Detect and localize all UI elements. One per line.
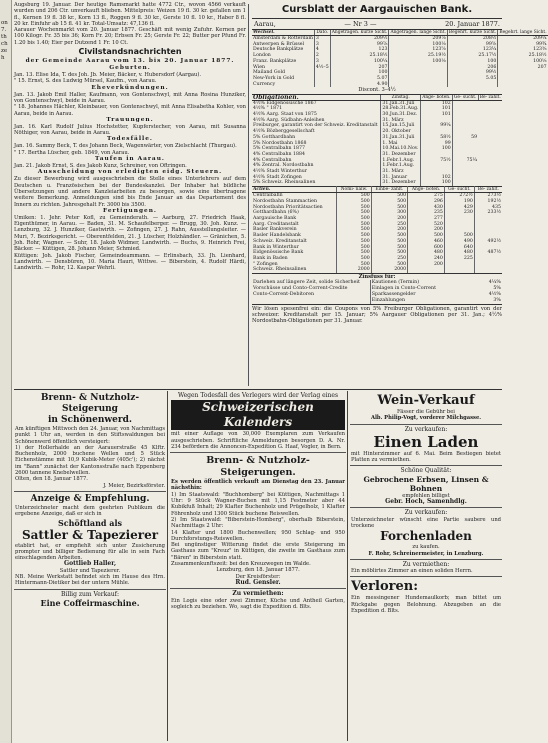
row-value: 500	[337, 250, 372, 256]
row-value: 500	[371, 262, 407, 268]
row-value: 300	[371, 210, 407, 216]
exchange-rows	[252, 36, 548, 88]
sale-ad: Billig zum Verkauf: Eine Coffeirmaschine.	[40, 590, 140, 608]
row-value: 250	[371, 222, 407, 228]
column-divider	[248, 4, 249, 386]
left-news-column	[14, 2, 246, 388]
row-value: 31. Dezember	[381, 180, 421, 186]
vacancy-text: Zu dieser Bewerbung wird ausgeschrieben die Stelle eines Unterlehrers auf dem Deutschen u. Französischen bei der Bundeskanzlei. Der Inhaber hat bildliche Übersetzungen und andere Kanzleiarbeiten zu besorgen, sowie eine übertragene weitere Bemerkung. Anmeldungen sind bis Ende Januar an das Departement des Innern zu richten. Jahresgehalt Fr. 3000 bis 3500.	[14, 176, 246, 208]
row-label: London	[253, 53, 271, 59]
row-label: Aarg. Creditanstalt	[253, 221, 299, 227]
row-label: Freiburger, garantirt von der Schweiz. Kreditanstalt	[253, 123, 378, 129]
row-value: 500	[337, 233, 372, 239]
row-label: 5% Gotthardbahn	[253, 134, 296, 140]
banns-entry: Jan. 13. Jakob Emil Haller, Kaufmann, von Gontenschwyl, mit Anna Rosina Hunziker, von Gontenschwyl, beide in Aarau.	[14, 91, 246, 104]
row-value: 99¾	[498, 42, 548, 48]
row-value: 3	[314, 59, 330, 65]
row-value: 100¼	[330, 59, 389, 65]
row-value: 500	[337, 222, 372, 228]
row-value: 75¼	[452, 158, 478, 164]
row-value: 58½	[420, 135, 452, 141]
row-label: Nordostbahn Prioritätsactien	[253, 204, 323, 210]
ads-middle-column	[170, 391, 346, 743]
wine-sale-ad: Wein-Verkauf Fässer die Gebühr bei Alb. Philip-Vogt, vorderer Milchgasse.	[350, 391, 502, 425]
row-value: 500	[371, 233, 407, 239]
bonds-rows	[252, 100, 502, 186]
row-value: 25.17½	[447, 53, 497, 59]
issue-number: — Nr 3 —	[344, 20, 377, 28]
row-value: 31. März	[381, 169, 421, 175]
section-divider	[14, 389, 502, 390]
row-value: 207	[330, 65, 389, 71]
birth-entry: Jan. 13. Elise Ida, T. des Joh. Jb. Meier, Bäcker, v. Hubersdorf (Aargau).	[14, 72, 202, 79]
row-value: 100⅛	[498, 59, 548, 65]
row-value: 277	[408, 216, 445, 222]
row-label: 4½% Aarg. Südbahn-Anleihen	[253, 117, 325, 123]
coupon-note: Wir lösen spesenfrei ein: die Coupons von 5% Freiburger Obligationen, garantirt von der schweizer. Kreditanstalt per 15. Januar; 5% Aargauer Obligationen per 31. Jan.; 4½% Nordostbahn-Obligationen per 31. Januar.	[252, 305, 502, 325]
row-value: 208½	[447, 36, 497, 42]
row-value: 4	[314, 47, 330, 53]
row-value: 230	[444, 210, 474, 216]
row-value: 500	[337, 227, 372, 233]
row-value: 99¼	[420, 123, 452, 129]
column-divider	[347, 391, 348, 741]
room-rental-ad: Zu vermiethen: Ein möblirtes Zimmer an einen soliden Herrn.	[350, 560, 502, 578]
row-value: 500	[337, 256, 372, 262]
conveyances-heading: Fertigungen.	[103, 207, 157, 214]
rates-sheet-title: Cursblatt der Aargauischen Bank.	[281, 4, 473, 15]
row-label: 4% Centralbahn	[253, 157, 292, 163]
row-label: 4% Centralbahn 1884	[253, 151, 305, 157]
row-value: 500	[371, 193, 407, 199]
row-value: 600	[408, 245, 445, 251]
row-label: Deutsche Bankplätze	[253, 47, 304, 53]
row-value: 209½	[330, 36, 389, 42]
row-value: 28.Feb.31.Aug.	[381, 106, 421, 112]
discount-rate: Discont. 3–4½	[252, 87, 502, 94]
deaths-heading: Todesfälle.	[107, 136, 153, 143]
row-value: 2000	[371, 267, 407, 273]
exchange-heading: Wechsel.	[252, 30, 314, 36]
row-value: 123⅜	[498, 47, 548, 53]
row-label: Bank in Baden	[253, 255, 288, 261]
birth-entry: " 15. Ernst, S. des Ludwig Mürsel, Kaufm., von Aarau.	[14, 78, 157, 85]
row-value: 100⅛	[389, 42, 447, 48]
row-value: 500	[371, 199, 407, 205]
row-value: 275	[408, 193, 445, 199]
row-value: 100	[420, 180, 452, 186]
row-value: 235	[408, 210, 445, 216]
row-value: 500	[337, 205, 372, 211]
wood-auctions-ad: Brenn- & Nutzholz-Steigerungen. Es werden öffentlich verkauft am Dienstag den 23. Januar nächsthin: 1) Im Staatswald: "Buchhomberg" bei Küttigen, Nachmittags 1 Uhr: 9 Stück Wagner-Buchen mit 1,15 Festmeter aber 44 Kubikfuß Inhalt; 29 Klafter Buchenholz und Prügelholz, 1 Klafter Föhrenholz und 1300 Stück buchene Reiswellen. 2) Im Staatswald: "Biberstein-Homberg", oberhalb Biberstein, Nachmittags 2 Uhr: 14 Klafter und 1800 Buchenwellen; 950 Schlag- und 950 Durchforstungs-Reiswellen. Bei ungünstiger Witterung findet die erste Steigerung im Gasthaus zum "Kreuz" in Küttigen, die zweite im Gasthaus zum "Bären" in Biberstein statt. Zusammenkunftszeit: bei den Kreuzwegen im Walde. Lenzburg, den 18. Januar 1877. Der Kreisförster: Rud. Gensler.	[170, 453, 346, 589]
row-label: 5% Nordostbahn 1868	[253, 140, 307, 146]
row-value: 250	[371, 256, 407, 262]
row-value: 100	[447, 59, 497, 65]
row-value: 31.Jan.31.Juli	[381, 135, 421, 141]
row-value: 102	[420, 100, 452, 106]
bank-rates-column	[252, 2, 547, 388]
row-value: 59	[452, 135, 478, 141]
row-value: 25.19½	[389, 53, 447, 59]
row-value: 3	[314, 36, 330, 42]
shares-heading: Actien.	[252, 187, 337, 193]
interest-block: Darlehen auf längere Zeit, solide Sicherheit Vorschüsse und Conto-Corrent-Credite Conto-Corrent-Debitoren Kautionen (Termin) Einlagen in Conto-Corrent Sparkassengelder Einzahlungen 4¼% 5% 4½% 3%	[253, 280, 501, 303]
legumes-ad: Schöne Qualität: Gebrochene Erbsen, Linsen & Bohnen empfehlen billigst Gebr. Hoch, Samenhdlg.	[350, 466, 502, 508]
conveyances-text-2: Küttigen: Joh. Jakob Fischer, Gemeindeammann. — Erlinsbach, 33. Jh. Lienhard, Landwirth. — Densbüren, 10. Maria Hauri, Wittwe. — Biberstein, 4. Rudolf Härdi, Landwirth. — Rohr, 12. Kaspar Wehrli.	[14, 252, 246, 272]
adjacent-page-edge: on 7. th ch ze h	[0, 0, 12, 743]
row-value: 640	[444, 245, 474, 251]
row-value: 500	[337, 262, 372, 268]
row-value: 296	[408, 199, 445, 205]
row-value: 5.07	[330, 76, 389, 82]
births-heading: Geburten.	[109, 65, 151, 72]
row-value: 492½	[474, 239, 502, 245]
row-label: Schweiz. Kreditanstalt	[253, 238, 307, 244]
baptism-entry: Jan. 21. Jakob Ernst, S. des Jakob Kunz, Schreiner, von Oftringen.	[14, 163, 187, 170]
marriages-heading: Trauungen.	[106, 116, 154, 123]
row-value: 500	[371, 205, 407, 211]
row-value: 500	[408, 233, 445, 239]
row-value: 99⅞	[330, 42, 389, 48]
row-label: Eidgenössische Bank	[253, 250, 304, 256]
row-value: 101	[420, 112, 452, 118]
death-entry: " 17. Bertha Lüscher, geb. 1849, von Aarau.	[14, 149, 130, 156]
row-value: 75½	[420, 158, 452, 164]
row-value: 520	[408, 222, 445, 228]
row-label: 4½% Stadt Zofingen	[253, 174, 302, 180]
row-value: 200	[371, 227, 407, 233]
banns-heading: Eheverkündungen.	[91, 84, 169, 91]
row-value: 209¼	[498, 36, 548, 42]
row-value: 123	[330, 47, 389, 53]
row-value: 500	[371, 239, 407, 245]
row-value: 1. Mai	[381, 141, 421, 147]
row-value: 500	[337, 193, 372, 199]
row-value: 487½	[474, 250, 502, 256]
shares-table: Actien. Nomi- nalw. Einbe- zahlt. Ange- boten. Ge- sucht. Be- zahlt. Centralbahn 500 500 275 272½ 273½ Nordostbahn Stammactien 500 500 296 190 192½ Nordostbahn Prioritätsactien 500 500 430 429 435 Gotthardbahn (6%) 500 300 235 230 233½ Aargauische Bank 500 200 277 Aarg. Creditanstalt 500 250 520 Basler Bankverein 500 200 200 Basler Handelsbank 500 500 500 500 Schweiz. Kreditanstalt 500 500 460 490 492½ Bank in Winterthur 500 500 600 640 Eidgenössische Bank 500 500 480 480 487½ Bank in Baden 500 250 240 225 " Zofingen 500 500 200 Schweiz. Rheinsalinen 2000 2000	[253, 187, 501, 273]
row-value: 500	[337, 245, 372, 251]
row-label: Mailand Gold	[253, 70, 285, 76]
civil-registry-subheading: der Gemeinde Aarau vom 13. bis 20. Januar 1877.	[25, 58, 235, 65]
row-value: 4½–5	[315, 64, 329, 70]
wood-auction-ad: Brenn- & Nutzholz-Steigerung in Schönenwerd. Am künftigen Mittwoch den 24. Januar, von Nachmittags punkt 1 Uhr an, werden in den Stiftswaldungen bei Schönenwerd öffentlich versteigert: 1) der Hollerhalde an der Aarauerstraße 45 Klftr. Buchenholz, 2000 buchene Wellen und 5 Stück Eichenstämme mit 10,9 Kubik-Meter (405c'); 2) nächst im "Bann" zunächst der Kantonsstraße nach Eppenberg 2600 tannene Knebelwellen. Olten, den 18. Januar 1877. J. Meier, Bezirksförster.	[14, 391, 166, 492]
row-value: 100	[420, 146, 452, 152]
saddler-ad: Anzeige & Empfehlung. Unterzeichneter macht dem geehrten Publikum die ergebene Anzeige, daß er sich in Schöftland als Sattler & Tapezierer etablirt hat, er empfiehlt sich unter Zusicherung prompter und billiger Bedienung für alle in sein Fach einschlagenden Arbeiten. Gottlieb Haller, Sattler und Tapezierer. NB. Meine Werkstatt befindet sich im Hause des Hrn. Hintermann-Dietiker bei der untern Mühle.	[14, 492, 166, 590]
bonds-table: Obligationen. Zinstag. Ange- boten. Ge- sucht. Be- zahlt. 4½% Eidgenössische 1867 31.Jan.31.Juli 102 4½% " 1871 28.Feb.31.Aug. 101 4½% Aarg. Staat von 1875 30.Jun.31.Dez. 101 4½% Aarg. Südbahn-Anleihen 31. März Freiburger, garantirt von der Schweiz. Kreditanstalt 15.Jan.15.Juli 99¼ 4½% Bözberggesellschaft 20. Oktober 5% Gotthardbahn 31.Jan.31.Juli 58½ 59 5% Nordostbahn 1868 1. Mai 99 5% Centralbahn 1877 10.Mai.10.Nov. 100 4% Centralbahn 1884 31. Dezember 4% Centralbahn 1.Febr.1.Aug. 75½ 75¼ 4% Zentral. Nordostbahn 1.Febr.1.Aug. 4½% Stadt Winterthur 31. März 4½% Stadt Zofingen 31. Januar 102 5% Schweiz. Rheinsalinen 31. Dezember 100	[253, 93, 501, 186]
death-entry: Jan. 16. Sammy Beck, T. des Johann Beck, Wagenwärter, von Zielschlacht (Thurgau).	[14, 143, 237, 150]
row-value: 30.Jun.31.Dez.	[381, 112, 421, 118]
row-value	[498, 82, 548, 88]
row-label: Wien	[253, 64, 266, 70]
row-value: 1.Febr.1.Aug.	[381, 158, 421, 164]
row-value: 100	[330, 70, 389, 76]
row-value: 209⅞	[389, 36, 447, 42]
row-value: 2	[314, 53, 330, 59]
exchange-table: Wechsel. Dato. Angetragen. kurze Sicht. Angetragen. lange Sicht. Begehrt. kurze Sicht. Begehrt. lange Sicht. Amsterdam & Rotterdam 3 209½ 209⅞ 208½ 209¼ Antwerpen & Brüssel 3 99⅞ 100⅛ 99⅝ 99¾ Deutsche Bankplätze 4 123 123⅝ 123¼ 123⅜ London 2 25.18½ 25.19½ 25.17½ 25.18½ Franz. Bankplätze 3 100¼ 100⅛ 100 100⅛ Wien 4½–5 207 206 207 Mailand Gold 100 99½ New-York in Gold 5.07 5.05 Currency 4.90	[253, 30, 547, 87]
row-label: Amsterdam & Rotterdam	[253, 36, 313, 41]
row-value: 500	[337, 210, 372, 216]
row-value: 3	[314, 42, 330, 48]
row-value: 4.90	[330, 82, 389, 88]
row-value: 99	[420, 141, 452, 147]
row-value: 20. Oktober	[381, 129, 421, 135]
boards-wanted-ad: Zu verkaufen: Unterzeichneter wünscht eine Partie saubere und trockene Forchenladen zu kaufen. F. Rohr, Schreinermeister, in Lenzburg.	[350, 508, 502, 559]
row-label: Franz. Bankplätze	[253, 58, 297, 64]
row-value: 31.Jan.31.Juli	[381, 100, 421, 106]
row-value: 480	[444, 250, 474, 256]
row-value: 206	[447, 65, 497, 71]
row-value: 31. Dezember	[381, 152, 421, 158]
row-value: 102	[420, 175, 452, 181]
row-value: 192½	[474, 199, 502, 205]
row-value: 480	[408, 250, 445, 256]
calendar-ad: Wegen Todesfall des Verlegers wird der Verlag eines Schweizerischen Kalenders mit einer Auflage von 30,000 Exemplaren zum Verkaufen ausgeschrieben. Schriftliche Anmeldungen besorgen D. A. Nr. 234 befördern die Annoncen-Expedition G. Haaf, Vogler, in Bern.	[170, 391, 346, 453]
row-label: Schweiz. Rheinsalinen	[253, 267, 307, 273]
row-label: Gotthardbahn (6%)	[253, 210, 299, 216]
row-label: Antwerpen & Brüssel	[253, 41, 305, 47]
vacancy-heading: Ausscheidung von erledigten eidg. Steuern.	[37, 169, 223, 176]
row-value: 207	[498, 65, 548, 71]
issue-date: 20. Januar 1877.	[445, 20, 500, 28]
issue-place: Aarau,	[254, 20, 276, 28]
row-label: 5% Centralbahn 1877	[253, 146, 305, 152]
row-label: 4½% " 1871	[253, 106, 283, 112]
row-label: New-York in Gold	[253, 75, 295, 81]
row-value: 190	[444, 199, 474, 205]
row-value: 435	[474, 205, 502, 211]
row-value: 200	[408, 262, 445, 268]
row-value: 2000	[337, 267, 372, 273]
civil-registry-heading: Civilstandsnachrichten	[78, 47, 182, 57]
row-value: 99⅝	[447, 42, 497, 48]
market-report-aarau: Aarauer Wochenmarkt vom 20. Januar 1877. Geschäft mit wenig Zufuhr. Kernen per 100 Kilogr. Fr. 35 bis 36; Korn Fr. 20; Erbsen Fr. 25; Gerste Fr. 22; Butter per Pfund Fr. 1.20 bis 1.40; Eier per Dutzend 1 Fr. 10 Ct.	[14, 27, 246, 46]
row-value: 123⅝	[389, 47, 447, 53]
column-divider	[167, 391, 168, 741]
row-value: 5.05	[447, 76, 497, 82]
row-value: 99½	[447, 70, 497, 76]
row-value: 240	[408, 256, 445, 262]
row-value: 31. Januar	[381, 175, 421, 181]
row-label: Bank in Winterthur	[253, 244, 299, 250]
row-value: 200	[371, 216, 407, 222]
row-value: 200	[408, 227, 445, 233]
row-label: Aargauische Bank	[253, 215, 297, 221]
row-value: 430	[408, 205, 445, 211]
shares-rows	[252, 193, 502, 273]
row-value: 233½	[474, 210, 502, 216]
row-label: Basler Bankverein	[253, 227, 297, 233]
marriage-entry: Jan. 16. Karl Rudolf Julius Hochstetter, Kupferstecher, von Aarau, mit Susanna Nöthiger, von Aarau, beide in Aarau.	[14, 123, 246, 137]
row-value: 272½	[444, 193, 474, 199]
issue-line	[252, 18, 502, 30]
row-value: 15.Jan.15.Juli	[381, 123, 421, 129]
row-value: 500	[337, 239, 372, 245]
row-value: 31. März	[381, 118, 421, 124]
row-value: 500	[371, 250, 407, 256]
row-value: 1.Febr.1.Aug.	[381, 163, 421, 169]
row-label: 4½% Stadt Winterthur	[253, 169, 308, 175]
row-value: 460	[408, 239, 445, 245]
baptisms-heading: Taufen in Aarau.	[95, 156, 165, 163]
row-value: 500	[371, 245, 407, 251]
row-value: 490	[444, 239, 474, 245]
interest-heading: Zinsfuss für:	[252, 273, 502, 280]
row-label: 4½% Eidgenössische 1867	[253, 100, 317, 106]
rental-ad: Zu vermiethen: Ein Logis eine oder zwei Zimmer, Küche und Antheil Garten, sogleich zu beziehen. Wo, sagt die Expedition d. Blts.	[171, 590, 345, 610]
row-value: 10.Mai.10.Nov.	[381, 146, 421, 152]
row-label: Currency	[253, 81, 276, 87]
row-label: Nordostbahn Stammactien	[253, 198, 317, 204]
row-value: 273½	[474, 193, 502, 199]
row-value: 100⅛	[389, 59, 447, 65]
row-label: Basler Handelsbank	[253, 233, 301, 239]
row-value: 123¼	[447, 47, 497, 53]
banns-entry: " 18. Johannes Hächler, Kleinbauer, von Gontenschwyl, mit Anna Elisabetha Kohler, von Aarau, beide in Aarau.	[14, 104, 246, 117]
row-label: Centralbahn	[253, 193, 283, 199]
lost-item-ad: Verloren: Ein messingener Hundemaulkorb; man bittet um Rückgabe gegen Belohnung. Abzugeben an die Expedition d. Blts.	[351, 579, 501, 615]
conveyances-text: Umiken: 1. Jehr. Peter Kofl, zu Gemeinderath. — Aarburg, 27. Friedrich Haak, Eigenthümer, in Aarau. — Baden, 31. M. Schaufelberger. — Brugg, 30. Joh. Kunz. — Lenzburg, 32. J. Hunziker, Gastwirth. — Zofingen, 27. J. Rahn, Ausstellungsleiter. — Muri, 7. Bezirksgericht. — Oberentfelden, 21. J. Lüscher, Holzhändler. — Gränichen, 5. Joh. Rohr, Wagner. — Suhr, 18. Jakob Widmer, Landwirth. — Buchs, 9. Heinrich Frei, Bäcker. — Küttigen, 28. Johann Meier, Schmied.	[14, 214, 246, 253]
row-value: 225	[444, 256, 474, 262]
row-value: 500	[337, 216, 372, 222]
row-value: 25.18½	[330, 53, 389, 59]
row-label: 4½% Aarg. Staat von 1875	[253, 112, 317, 118]
row-value: 500	[444, 233, 474, 239]
ads-left-column	[14, 391, 166, 743]
row-label: 4% Zentral. Nordostbahn	[253, 163, 314, 169]
row-value: 101	[420, 106, 452, 112]
row-value: 500	[337, 199, 372, 205]
row-label: 4½% Bözberggesellschaft	[253, 129, 315, 135]
ads-right-column	[350, 391, 502, 743]
market-report-augsburg: Augsburg 19. Januar. Der heutige Ramsmarkt hatte 4772 Ctr., wovon 4566 verkauft wurden und 206 Ctr. unverkauft blieben. Mittelpreis: Weizen 19 fl. 30 kr. gefallen um 1 fl., Kernen 19 fl. 38 kr., Korn 13 fl., Roggen 9 fl. 30 kr., Gerste 10 fl. 10 kr., Haber 8 fl. 20 kr. Einfuhr ab 15 fl. 41 kr. Total-Umsatz: 47,136 fl.	[14, 2, 246, 27]
shop-sale-ad: Zu verkaufen: Einen Laden mit Hinterzimmer auf 6. Mai. Beim Bestiegen bietet Platten zu vermiethen.	[350, 425, 502, 467]
row-label: " Zofingen	[253, 261, 278, 267]
row-label: 5% Schweiz. Rheinsalinen	[253, 180, 316, 186]
row-value: 25.18½	[498, 53, 548, 59]
row-value: 429	[444, 205, 474, 211]
